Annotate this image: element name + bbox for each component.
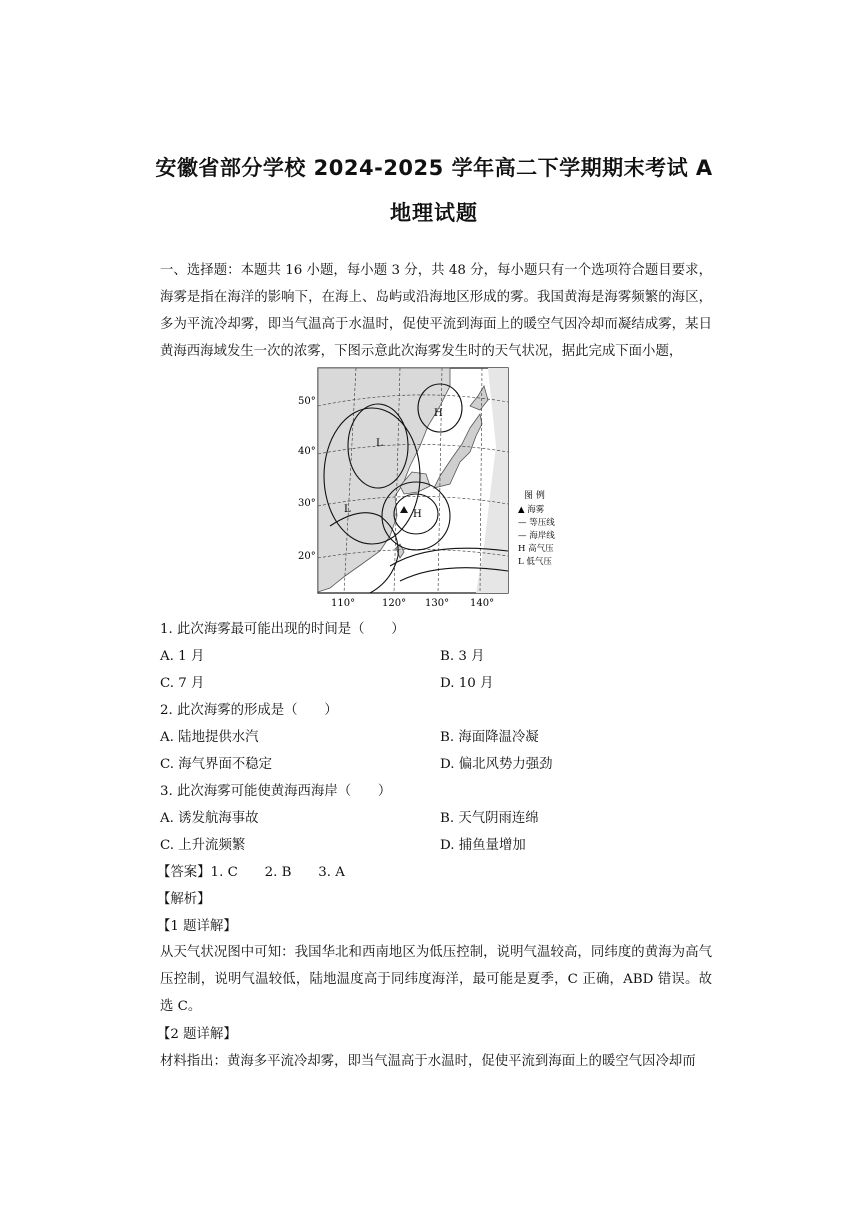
high-symbol-1: H [434, 408, 443, 419]
legend-item: — 等压线 [518, 518, 555, 528]
lat-label: 50° [298, 396, 316, 407]
question-2-option-b: B. 海面降温冷凝 [440, 730, 539, 745]
low-symbol-2: L [344, 504, 351, 515]
question-1-option-a: A. 1 月 [160, 649, 205, 664]
question-3-option-d: D. 捕鱼量增加 [440, 838, 526, 853]
question-2-stem: 2. 此次海雾的形成是（ ） [160, 703, 338, 718]
detail-2-text: 材料指出：黄海多平流冷却雾，即当气温高于水温时，促使平流到海面上的暖空气因冷却而 [160, 1054, 696, 1069]
answer-line: 【答案】1. C 2. B 3. A [157, 865, 345, 880]
question-1-stem: 1. 此次海雾最可能出现的时间是（ ） [160, 622, 405, 637]
question-2-option-a: A. 陆地提供水汽 [160, 730, 259, 745]
low-symbol-1: L [376, 438, 383, 449]
detail-1-label: 【1 题详解】 [157, 919, 237, 934]
question-1-option-c: C. 7 月 [160, 676, 205, 691]
question-3-option-b: B. 天气阴雨连绵 [440, 811, 539, 826]
question-1-option-d: D. 10 月 [440, 676, 494, 691]
legend-item: L 低气压 [518, 557, 552, 567]
document-title: 安徽省部分学校 2024-2025 学年高二下学期期末考试 A [155, 156, 713, 180]
lon-label: 130° [425, 598, 450, 609]
question-3-stem: 3. 此次海雾可能使黄海西海岸（ ） [160, 784, 392, 799]
lon-label: 110° [331, 598, 356, 609]
weather-map-figure [300, 366, 582, 610]
lat-label: 30° [298, 498, 316, 509]
question-2-option-d: D. 偏北风势力强劲 [440, 757, 553, 772]
lat-label: 20° [298, 551, 316, 562]
legend-item: ▲ 海雾 [518, 505, 545, 515]
detail-2-label: 【2 题详解】 [157, 1027, 237, 1042]
question-2-option-c: C. 海气界面不稳定 [160, 757, 273, 772]
intro-paragraph: 一、选择题：本题共 16 小题，每小题 3 分，共 48 分，每小题只有一个选项符合题目要求，海雾是指在海洋的影响下，在海上、岛屿或沿海地区形成的雾。我国黄海是海雾频繁的海区，多为平流冷却雾，即当气温高于水温时，促使平流到海面上的暖空气因冷却而凝结成雾，某日黄海西海域发生一次的浓雾，下图示意此次海雾发生时的天气状况，据此完成下面小题， [160, 263, 712, 359]
high-symbol-2: H [413, 509, 422, 520]
legend-item: H 高气压 [518, 544, 554, 554]
document-subtitle: 地理试题 [390, 201, 478, 225]
analysis-label: 【解析】 [157, 892, 211, 907]
question-3-option-c: C. 上升流频繁 [160, 838, 246, 853]
legend-item: — 海岸线 [518, 531, 555, 541]
question-1-option-b: B. 3 月 [440, 649, 485, 664]
detail-1-text: 从天气状况图中可知：我国华北和西南地区为低压控制，说明气温较高，同纬度的黄海为高气压控制，说明气温较低，陆地温度高于同纬度海洋，最可能是夏季，C 正确，ABD 错误。故选 C。 [160, 945, 712, 1014]
lat-label: 40° [298, 446, 316, 457]
legend-title: 图 例 [524, 491, 545, 501]
lon-label: 140° [470, 598, 495, 609]
weather-map [300, 366, 582, 610]
question-3-option-a: A. 诱发航海事故 [160, 811, 259, 826]
lon-label: 120° [382, 598, 407, 609]
